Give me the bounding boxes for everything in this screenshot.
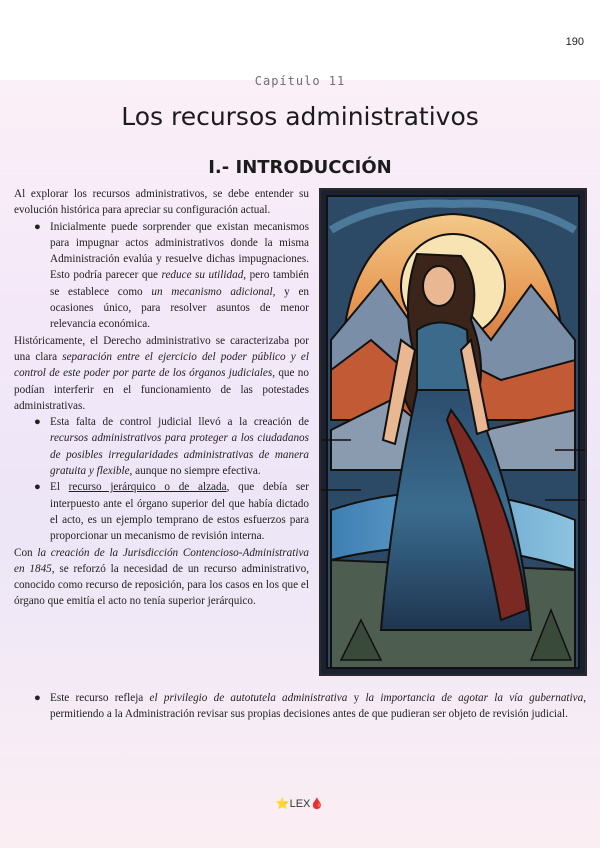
text-run: Inicialmente puede sorprender que existan mecanismos para impugnar actos administrativos donde la misma Administración evalúa y resuelve dichas impugnaciones. Esto podría parecer que [50,220,309,282]
page-number: 190 [565,36,584,48]
bullet-item [14,219,309,333]
text-run: Este recurso refleja [50,692,150,704]
text-run: , permitiendo a la Administración revisar sus propias decisiones antes de que pudieran ser objeto de revisión judicial. [50,692,587,721]
text-run: Esta falta de control judicial llevó a la creación de [50,416,309,429]
bullet-item [14,479,309,544]
stained-glass-illustration [319,188,587,676]
section-heading: I.- INTRODUCCIÓN [208,157,392,178]
closing-bullet-block [14,690,586,723]
text-run: Con [14,546,38,559]
intro-column [14,186,309,610]
text-run: , se reforzó la necesidad de un recurso administrativo, conocido como recurso de reposición, para los casos en los que el órgano que emitía el acto no tenía superior jerárquico. [14,562,310,608]
drop-icon: 🩸 [310,798,325,810]
italic-run: reduce su utilidad [161,269,244,282]
bullet-icon: ● [34,481,41,494]
paragraph-jurisdiction [14,545,309,610]
italic-run: el privilegio de autotutela administrativa [149,692,348,704]
paragraph-history [14,333,309,414]
italic-run: separación entre el ejercicio del poder público y el control de este poder por parte de los órganos judiciales [14,350,309,380]
bullet-icon: ● [34,416,41,429]
text-run: , pero también se establece como [50,269,310,298]
bullet-icon: ● [34,692,41,704]
bullet-item [14,690,586,723]
text-run: Históricamente, el Derecho administrativo se caracterizaba por una clara [14,334,309,363]
footer-logo [0,797,600,810]
text-run: , que no podían interferir en el funcionamiento de las potestades administrativas. [14,367,309,412]
bullet-item [14,414,309,479]
chapter-label: Capítulo 11 [254,74,346,88]
text-run: El [50,481,69,494]
paragraph-intro: Al explorar los recursos administrativos, se debe entender su evolución histórica para apreciar su configuración actual. [14,188,309,217]
italic-run: la creación de la Jurisdicción Contencioso-Administrativa en 1845 [14,546,310,575]
text-run: , y en ocasiones único, para resolver asuntos de menor relevancia económica. [50,285,310,331]
italic-run: un mecanismo adicional [151,285,273,298]
underlined-term: recurso jerárquico o de alzada [68,481,227,494]
text-run: y [347,692,366,704]
page-title: Los recursos administrativos [121,102,479,131]
text-run: , que debía ser interpuesto ante el órgano superior del que había dictado el acto, es un ejemplo temprano de estos esfuerzos para proporcionar un mecanismo de revisión interna. [50,481,309,543]
text-run: , aunque no siempre efectiva. [129,465,261,478]
stained-glass-woman-icon [321,190,585,674]
italic-run: recursos administrativos para proteger a los ciudadanos de posibles irregularidades administrativas de manera gratuita y flexible [50,432,309,478]
star-icon: ⭐ [275,798,290,810]
italic-run: la importancia de agotar la vía gubernativa [365,692,584,704]
footer-text: LEX [289,798,311,810]
bullet-icon: ● [34,220,41,233]
